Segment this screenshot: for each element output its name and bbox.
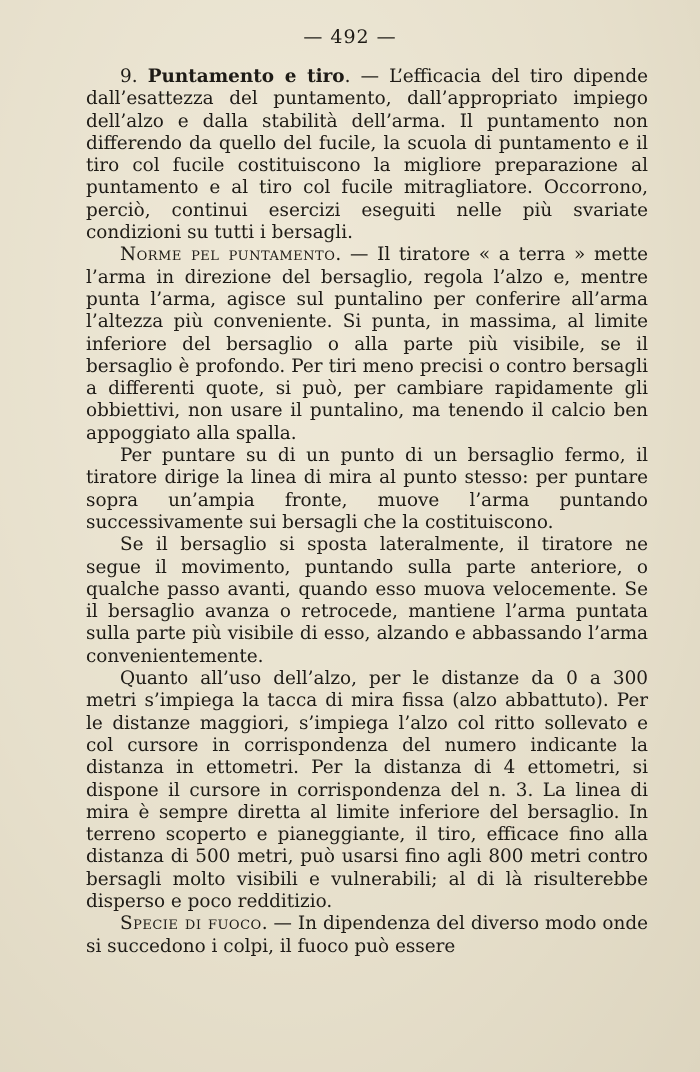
section-heading-norme-pel-puntamento: Norme pel puntamento: [120, 244, 336, 266]
paragraph-bersaglio-fermo: [86, 445, 648, 534]
paragraph-uso-dell-alzo: [86, 668, 648, 913]
section-heading-specie-di-fuoco: Specie di fuoco: [120, 913, 262, 935]
page-text: [86, 66, 648, 958]
paragraph-body: . — In dipendenza del diverso modo onde si succedono i colpi, il fuoco può essere: [86, 913, 648, 957]
paragraph-specie-di-fuoco: [86, 913, 648, 958]
page-number: — 492 —: [303, 26, 397, 48]
paragraph-body: . — Il tiratore « a terra » mette l’arma in direzione del bersaglio, regola l’alzo e, mentre punta l’arma, agisce sul puntalino per conferire all’arma l’altezza più conveniente. Si punta, in massima, al limite inferiore del bersaglio o alla parte più visibile, se il bersaglio è profondo. Per tiri meno precisi o contro bersagli a differenti quote, si può, per cambiare rapidamente gli obbiettivi, non usare il puntalino, ma tenendo il calcio ben appoggiato alla spalla.: [86, 244, 649, 444]
paragraph-bersaglio-in-movimento: [86, 534, 648, 668]
paragraph-body: Se il bersaglio si sposta lateralmente, il tiratore ne segue il movimento, puntando sulla parte anteriore, o qualche passo avanti, quando esso muova velocemente. Se il bersaglio avanza o retrocede, mantiene l’arma puntata sulla parte più visibile di esso, alzando e abbassando l’arma convenientemente.: [86, 534, 648, 667]
paragraph-body: . — L’efficacia del tiro dipende dall’esattezza del puntamento, dall’appropriato impiego dell’alzo e dalla stabilità dell’arma. Il puntamento non differendo da quello del fucile, la scuola di puntamento e il tiro col fucile costituiscono la migliore preparazione al puntamento e al tiro col fucile mitragliatore. Occorrono, perciò, continui esercizi eseguiti nelle più svariate condizioni su tutti i bersagli.: [86, 66, 648, 244]
paragraph-norme-pel-puntamento: [86, 244, 648, 445]
paragraph-body: Quanto all’uso dell’alzo, per le distanze da 0 a 300 metri s’impiega la tacca di mira fissa (alzo abbattuto). Per le distanze maggiori, s’impiega l’alzo col ritto sollevato e col cursore in corrispondenza del numero indicante la distanza in ettometri. Per la distanza di 4 ettometri, si dispone il cursore in corrispondenza del n. 3. La linea di mira è sempre diretta al limite inferiore del bersaglio. In terreno scoperto e pianeggiante, il tiro, efficace fino alla distanza di 500 metri, può usarsi fino agli 800 metri contro bersagli molto visibili e vulnerabili; al di là risulterebbe disperso e poco redditizio.: [86, 668, 648, 912]
section-heading-puntamento-e-tiro: Puntamento e tiro: [147, 66, 345, 87]
paragraph-puntamento-e-tiro: [86, 66, 648, 244]
paragraph-number: 9.: [120, 66, 148, 87]
paragraph-body: Per puntare su di un punto di un bersaglio fermo, il tiratore dirige la linea di mira al punto stesso: per puntare sopra un’ampia fronte, muove l’arma puntando successivamente sui bersagli che la costituiscono.: [86, 445, 648, 533]
